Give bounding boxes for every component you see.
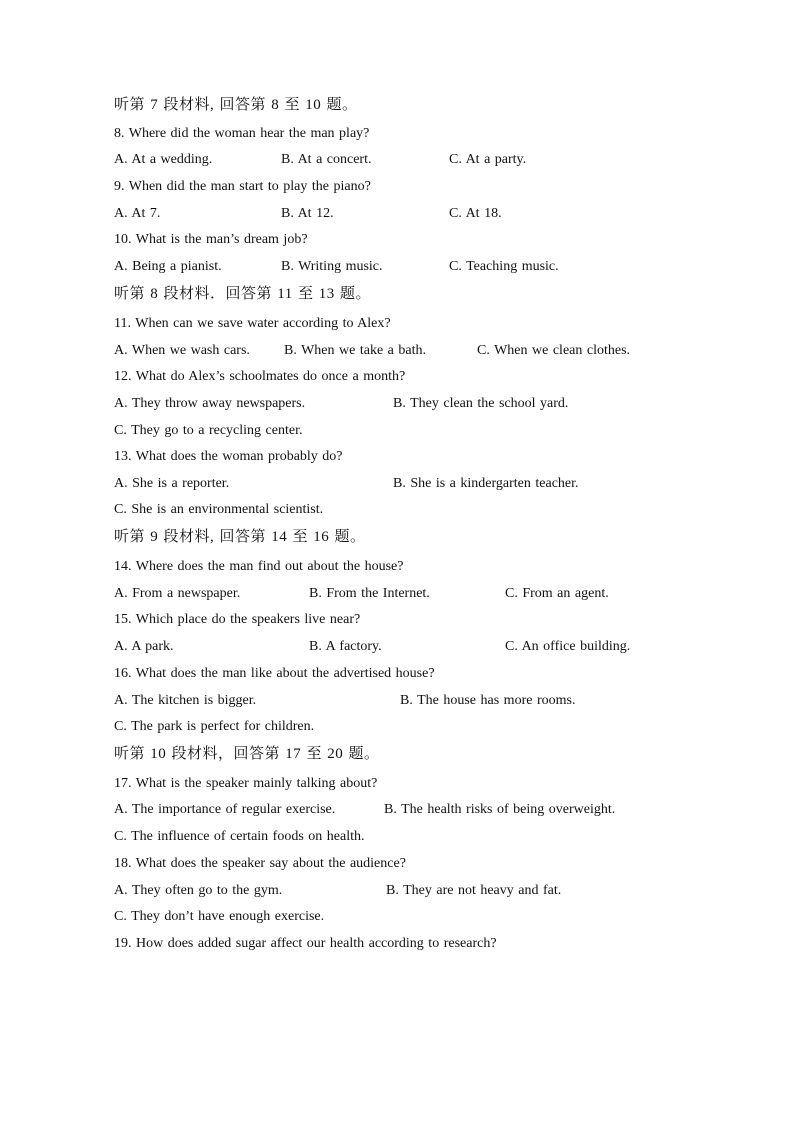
section-header: 听第 9 段材料, 回答第 14 至 16 题。 (114, 529, 366, 545)
answer-option: B. At 12. (281, 206, 334, 221)
answer-option: C. From an agent. (505, 586, 609, 601)
answer-option: A. They throw away newspapers. (114, 396, 306, 411)
answer-option: C. At 18. (449, 206, 502, 221)
answer-option: B. A factory. (309, 639, 382, 654)
question-text: 13. What does the woman probably do? (114, 449, 343, 464)
section-header: 听第 10 段材料，回答第 17 至 20 题。 (114, 746, 380, 762)
answer-option: A. The kitchen is bigger. (114, 693, 257, 708)
question-text: 17. What is the speaker mainly talking about? (114, 776, 378, 791)
section-header: 听第 7 段材料, 回答第 8 至 10 题。 (114, 97, 358, 113)
answer-option: B. The health risks of being overweight. (384, 802, 616, 817)
answer-option: C. They don’t have enough exercise. (114, 909, 325, 924)
answer-option: C. At a party. (449, 152, 527, 167)
answer-option: A. Being a pianist. (114, 259, 222, 274)
answer-option: B. Writing music. (281, 259, 383, 274)
question-text: 19. How does added sugar affect our health according to research? (114, 936, 497, 951)
answer-option: C. The park is perfect for children. (114, 719, 315, 734)
answer-option: A. At 7. (114, 206, 161, 221)
answer-option: A. She is a reporter. (114, 476, 230, 491)
answer-option: B. From the Internet. (309, 586, 430, 601)
answer-option: C. The influence of certain foods on health. (114, 829, 365, 844)
answer-option: A. When we wash cars. (114, 343, 250, 358)
answer-option: B. At a concert. (281, 152, 372, 167)
answer-option: C. An office building. (505, 639, 631, 654)
answer-option: C. When we clean clothes. (477, 343, 631, 358)
answer-option: A. A park. (114, 639, 174, 654)
section-header: 听第 8 段材料．回答第 11 至 13 题。 (114, 286, 371, 302)
answer-option: A. At a wedding. (114, 152, 213, 167)
answer-option: C. She is an environmental scientist. (114, 502, 324, 517)
question-text: 18. What does the speaker say about the audience? (114, 856, 406, 871)
answer-option: C. Teaching music. (449, 259, 559, 274)
answer-option: B. They clean the school yard. (393, 396, 569, 411)
answer-option: B. The house has more rooms. (400, 693, 576, 708)
question-text: 14. Where does the man find out about the house? (114, 559, 404, 574)
question-text: 9. When did the man start to play the piano? (114, 179, 371, 194)
answer-option: B. She is a kindergarten teacher. (393, 476, 579, 491)
question-text: 15. Which place do the speakers live near? (114, 612, 361, 627)
answer-option: C. They go to a recycling center. (114, 423, 303, 438)
answer-option: B. When we take a bath. (284, 343, 426, 358)
question-text: 10. What is the man’s dream job? (114, 232, 308, 247)
answer-option: A. The importance of regular exercise. (114, 802, 336, 817)
answer-option: A. From a newspaper. (114, 586, 241, 601)
question-text: 12. What do Alex’s schoolmates do once a month? (114, 369, 406, 384)
question-text: 11. When can we save water according to Alex? (114, 316, 391, 331)
answer-option: A. They often go to the gym. (114, 883, 283, 898)
question-text: 8. Where did the woman hear the man play? (114, 126, 370, 141)
question-text: 16. What does the man like about the advertised house? (114, 666, 435, 681)
answer-option: B. They are not heavy and fat. (386, 883, 562, 898)
